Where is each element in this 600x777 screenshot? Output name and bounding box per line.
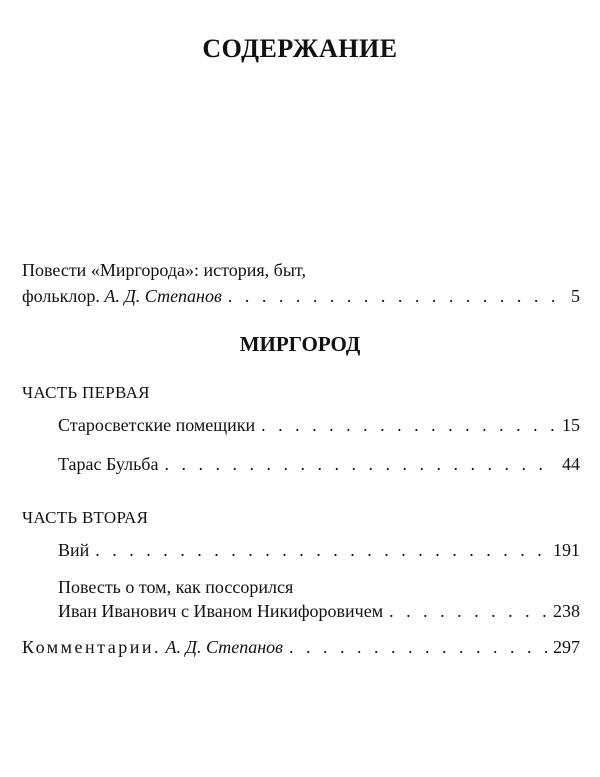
toc-entry[interactable]: [58, 415, 580, 436]
part1-heading: ЧАСТЬ ПЕРВАЯ: [22, 383, 150, 402]
comments-entry[interactable]: [22, 637, 580, 658]
dot-leader: [389, 601, 547, 622]
dot-leader: [228, 286, 565, 307]
dot-leader: [164, 454, 556, 475]
intro-entry-line2: фольклор. А. Д. Степанов: [22, 286, 222, 306]
toc-entry-title-line2: Иван Иванович с Иваном Никифоровичем: [58, 601, 384, 621]
toc-entry[interactable]: [58, 454, 580, 475]
page-number: 238: [553, 601, 580, 621]
section-title: МИРГОРОД: [239, 332, 361, 356]
toc-entry-title-line1: Повесть о том, как поссорился: [58, 577, 294, 597]
page-number: 15: [562, 415, 580, 435]
dot-leader: [261, 415, 556, 436]
page-number: 297: [553, 637, 580, 657]
page-title: СОДЕРЖАНИЕ: [202, 34, 398, 63]
toc-entry-title: Вий: [58, 540, 90, 560]
page-number: 44: [562, 454, 580, 474]
toc-entry-title: Старосветские помещики: [58, 415, 256, 435]
dot-leader: [289, 637, 547, 658]
comments-entry-title: Комментарии. А. Д. Степанов: [22, 637, 283, 657]
comments-author: А. Д. Степанов: [165, 637, 283, 657]
dot-leader: [95, 540, 547, 561]
part2-heading: ЧАСТЬ ВТОРАЯ: [22, 508, 149, 527]
page-number: 191: [553, 540, 580, 560]
intro-entry[interactable]: [22, 286, 580, 307]
intro-entry-line1: Повести «Миргорода»: история, быт,: [22, 260, 306, 280]
intro-author: А. Д. Степанов: [104, 286, 222, 306]
toc-entry[interactable]: [58, 540, 580, 561]
toc-entry-title: Тарас Бульба: [58, 454, 159, 474]
page-number: 5: [571, 286, 580, 306]
toc-entry[interactable]: [58, 601, 580, 622]
